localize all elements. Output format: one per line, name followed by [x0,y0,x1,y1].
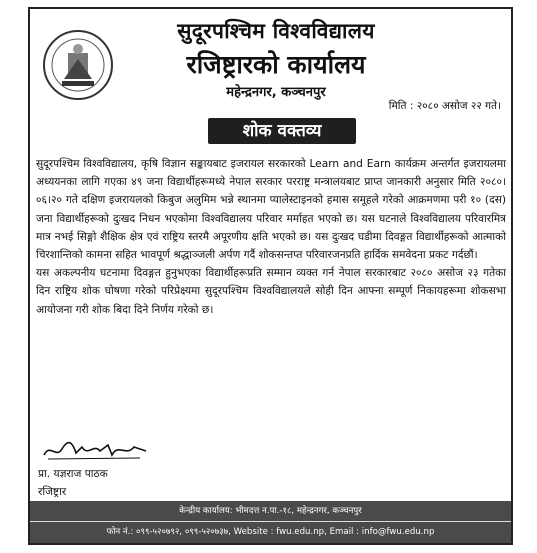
signatory-block [38,465,108,501]
body-paragraph-2: यस अकल्पनीय घटनामा दिवङ्गत हुनुभएका विद्यार्थीहरूप्रति सम्मान व्यक्त गर्न नेपाल सरकारबाट २०८० असोज २३ गतेका दिन राष्ट्रिय शोक घोषणा गरेको परिप्रेक्ष्यमा सुदूरपश्चिम विश्वविद्यालयले सोही दिन आफ्ना सम्पूर्ण निकायहरूमा शोकसभा आयोजना गरी शोक बिदा दिने निर्णय गरेको छ। [36,267,506,316]
body-paragraph-1: सुदूरपश्चिम विश्वविद्यालय, कृषि विज्ञान सङ्कायबाट इजरायल सरकारको Learn and Earn कार्यक्रम अन्तर्गत इजरायलमा अध्ययनका लागि गएका ४९ जना विद्यार्थीहरूमध्ये नेपाल सरकार परराष्ट्र मन्त्रालयबाट प्राप्त जानकारी अनुसार मिति २०८०।०६।२० गते दक्षिण इजरायलको किबुज अलुमिम भन्ने स्थानमा प्यालेस्टाइनको हमास समूहले गरेको आक्रमणमा परी १० (दस) जना विद्यार्थीहरूको दुःखद निधन भएकोमा विश्वविद्यालय परिवार मर्माहत भएको छ। यस घटनाले विश्वविद्यालय परिवारमित्र मात्र नभई सिङ्गो शैक्षिक क्षेत्र एवं राष्ट्रिय स्तरमै अपूरणीय क्षति भएको छ। यस दुःखद घडीमा दिवङ्गत विद्यार्थीहरूको आत्माको चिरशान्तिको कामना सहित भावपूर्ण श्रद्धाञ्जली अर्पण गर्दै शोकसन्तप्त परिवारजनप्रति हार्दिक समवेदना प्रकट गर्दछौं। [36,158,506,262]
letter-footer [30,501,511,543]
letter-date: मिति : २०८० असोज २२ गते। [388,100,501,112]
office-address: महेन्द्रनगर, कञ्चनपुर [226,85,326,100]
footer-central-office: केन्द्रीय कार्यालय: भीमदत्त न.पा.-१८, महेन्द्रनगर, कञ्चनपुर [30,501,511,522]
handwritten-signature [42,439,152,461]
statement-heading: शोक वक्तव्य [208,118,356,144]
signatory-title: रजिष्ट्रार [38,486,67,498]
office-name: रजिष्ट्रारको कार्यालय [186,50,366,79]
statement-body [36,155,506,319]
university-seal-icon [42,29,114,101]
letter-frame [28,7,513,545]
signatory-name: प्रा. यज्ञराज पाठक [38,468,108,480]
footer-contact: फोन नं.: ०९९-५२०७९२, ०९९-५२०७३७, Website : fwu.edu.np, Email : info@fwu.edu.np [106,527,435,537]
university-name: सुदूरपश्चिम विश्वविद्यालय [177,18,375,43]
